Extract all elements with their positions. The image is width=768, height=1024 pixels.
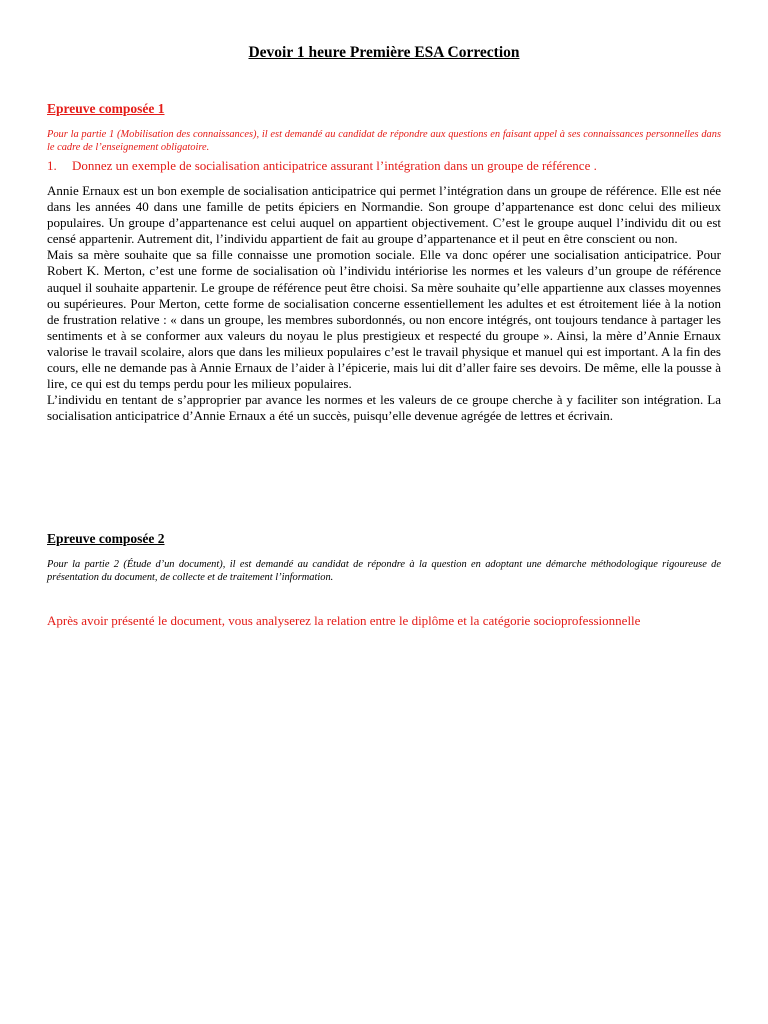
- answer-paragraph: L’individu en tentant de s’approprier par avance les normes et les valeurs de ce groupe cherche à y faciliter son intégration. La socialisation anticipatrice d’Annie Ernaux a été un succès, puisqu’elle devenue agrégée de lettres et écrivain.: [47, 392, 721, 424]
- epreuve-1-question-list: [47, 157, 721, 174]
- epreuve-1-answer: [47, 183, 721, 424]
- epreuve-2-heading: Epreuve composée 2: [47, 531, 165, 546]
- answer-paragraph: Annie Ernaux est un bon exemple de socialisation anticipatrice qui permet l’intégration dans un groupe de référence. Elle est née dans les années 40 dans une famille de petits épiciers en Normandie. Son groupe d’appartenance est donc celui des milieux populaires. Un groupe d’appartenance est celui auquel on appartient objectivement. C’est le groupe auquel l’individu dit ou est censé appartenir. Autrement dit, l’individu appartient de fait au groupe d’appartenance et il peut en être conscient ou non.: [47, 183, 721, 247]
- question-text: Donnez un exemple de socialisation anticipatrice assurant l’intégration dans un groupe de référence .: [72, 158, 597, 173]
- epreuve-1-question: [47, 157, 721, 174]
- epreuve-2-instruction: Pour la partie 2 (Étude d’un document), il est demandé au candidat de répondre à la question en adoptant une démarche méthodologique rigoureuse de présentation du document, de collecte et de traitement l’information.: [47, 559, 721, 583]
- epreuve-1-instruction: Pour la partie 1 (Mobilisation des connaissances), il est demandé au candidat de répondre aux questions en faisant appel à ses connaissances personnelles dans le cadre de l’enseignement obligatoire.: [47, 129, 721, 153]
- answer-paragraph: Mais sa mère souhaite que sa fille connaisse une promotion sociale. Elle va donc opérer une socialisation anticipatrice. Pour Robert K. Merton, c’est une forme de socialisation où l’individu intériorise les normes et les valeurs d’un groupe de référence auquel il souhaite appartenir. Le groupe de référence peut être choisi. Sa mère souhaite qu’elle appartienne aux classes moyennes ou supérieures. Pour Merton, cette forme de socialisation concerne essentiellement les adultes et est étroitement liée à la notion de frustration relative : « dans un groupe, les membres subordonnés, ou non encore intégrés, ont toujours tendance à partager les sentiments et à se conformer aux valeurs du noyau le plus prestigieux et respecté du groupe ». Ainsi, la mère d’Annie Ernaux valorise le travail scolaire, alors que dans les milieux populaires c’est le travail physique et manuel qui est important. A la fin des cours, elle ne demande pas à Annie Ernaux de l’aider à l’épicerie, mais lui dit d’aller faire ses devoirs. De même, elle la pousse à lire, ce qui est du temps perdu pour les milieux populaires.: [47, 247, 721, 392]
- epreuve-2-question: Après avoir présenté le document, vous analyserez la relation entre le diplôme et la catégorie socioprofessionnelle: [47, 613, 641, 628]
- document-title: Devoir 1 heure Première ESA Correction: [248, 44, 520, 61]
- question-number: 1.: [47, 158, 57, 173]
- epreuve-1-heading: Epreuve composée 1: [47, 101, 165, 116]
